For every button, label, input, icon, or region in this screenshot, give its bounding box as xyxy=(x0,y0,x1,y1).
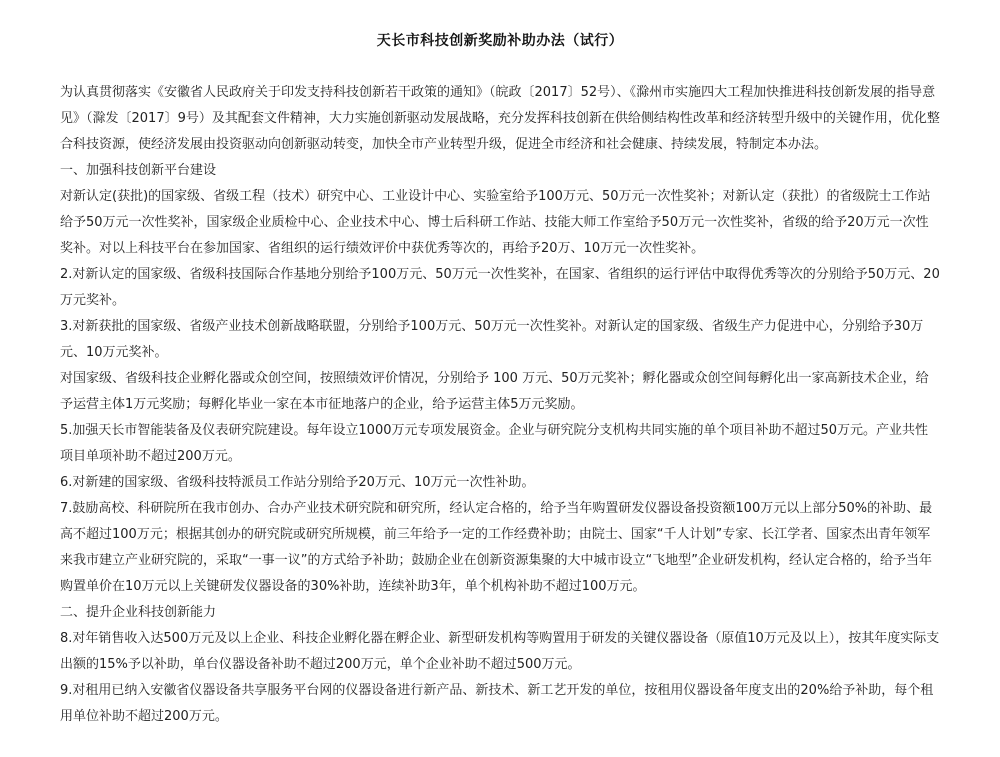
clause-2: 2.对新认定的国家级、省级科技国际合作基地分别给予100万元、50万元一次性奖补，在国家、省组织的运行评估中取得优秀等次的分别给予50万元、20万元奖补。 xyxy=(60,267,940,308)
clause-9: 9.对租用已纳入安徽省仪器设备共享服务平台网的仪器设备进行新产品、新技术、新工艺开发的单位，按租用仪器设备年度支出的20%给予补助，每个租用单位补助不超过200万元。 xyxy=(60,683,934,724)
section-heading-2: 二、提升企业科技创新能力 xyxy=(60,605,217,620)
clause-3: 3.对新获批的国家级、省级产业技术创新战略联盟，分别给予100万元、50万元一次性奖补。对新认定的国家级、省级生产力促进中心，分别给予30万元、10万元奖补。 xyxy=(60,319,924,360)
clause-7: 7.鼓励高校、科研院所在我市创办、合办产业技术研究院和研究所，经认定合格的，给予当年购置研发仪器设备投资额100万元以上部分50%的补助、最高不超过100万元；根据其创办的研究院或研究所规模，前三年给予一定的工作经费补助；由院士、国家“千人计划”专家、长江学者、国家杰出青年领军来我市建立产业研究院的，采取“一事一议”的方式给予补助；鼓励企业在创新资源集聚的大中城市设立“飞地型”企业研发机构，经认定合格的，给予当年购置单价在10万元以上关键研发仪器设备的30%补助，连续补助3年，单个机构补助不超过100万元。 xyxy=(60,501,933,594)
clause-5: 5.加强天长市智能装备及仪表研究院建设。每年设立1000万元专项发展资金。企业与研究院分支机构共同实施的单个项目补助不超过50万元。产业共性项目单项补助不超过200万元。 xyxy=(60,423,929,464)
clause-6: 6.对新建的国家级、省级科技特派员工作站分别给予20万元、10万元一次性补助。 xyxy=(60,475,535,490)
section-heading-1: 一、加强科技创新平台建设 xyxy=(60,163,217,178)
preamble-paragraph: 为认真贯彻落实《安徽省人民政府关于印发支持科技创新若干政策的通知》（皖政〔2017〕52号）、《滁州市实施四大工程加快推进科技创新发展的指导意见》（滁发〔2017〕9号）及其配套文件精神，大力实施创新驱动发展战略，充分发挥科技创新在供给侧结构性改革和经济转型升级中的关键作用，优化整合科技资源，使经济发展由投资驱动向创新驱动转变，加快全市产业转型升级，促进全市经济和社会健康、持续发展，特制定本办法。 xyxy=(60,85,940,152)
document-body xyxy=(60,80,940,730)
document-title: 天长市科技创新奖励补助办法（试行） xyxy=(376,33,624,49)
clause-4: 对国家级、省级科技企业孵化器或众创空间，按照绩效评价情况，分别给予 100 万元、50万元奖补；孵化器或众创空间每孵化出一家高新技术企业，给予运营主体1万元奖励；每孵化毕业一家在本市征地落户的企业，给予运营主体5万元奖励。 xyxy=(60,371,929,412)
clause-1: 对新认定(获批)的国家级、省级工程（技术）研究中心、工业设计中心、实验室给予100万元、50万元一次性奖补；对新认定（获批）的省级院士工作站给予50万元一次性奖补，国家级企业质检中心、企业技术中心、博士后科研工作站、技能大师工作室给予50万元一次性奖补，省级的给予20万元一次性奖补。对以上科技平台在参加国家、省组织的运行绩效评价中获优秀等次的，再给予20万、10万元一次性奖补。 xyxy=(60,189,931,256)
clause-8: 8.对年销售收入达500万元及以上企业、科技企业孵化器在孵企业、新型研发机构等购置用于研发的关键仪器设备（原值10万元及以上），按其年度实际支出额的15%予以补助，单台仪器设备补助不超过200万元，单个企业补助不超过500万元。 xyxy=(60,631,940,672)
